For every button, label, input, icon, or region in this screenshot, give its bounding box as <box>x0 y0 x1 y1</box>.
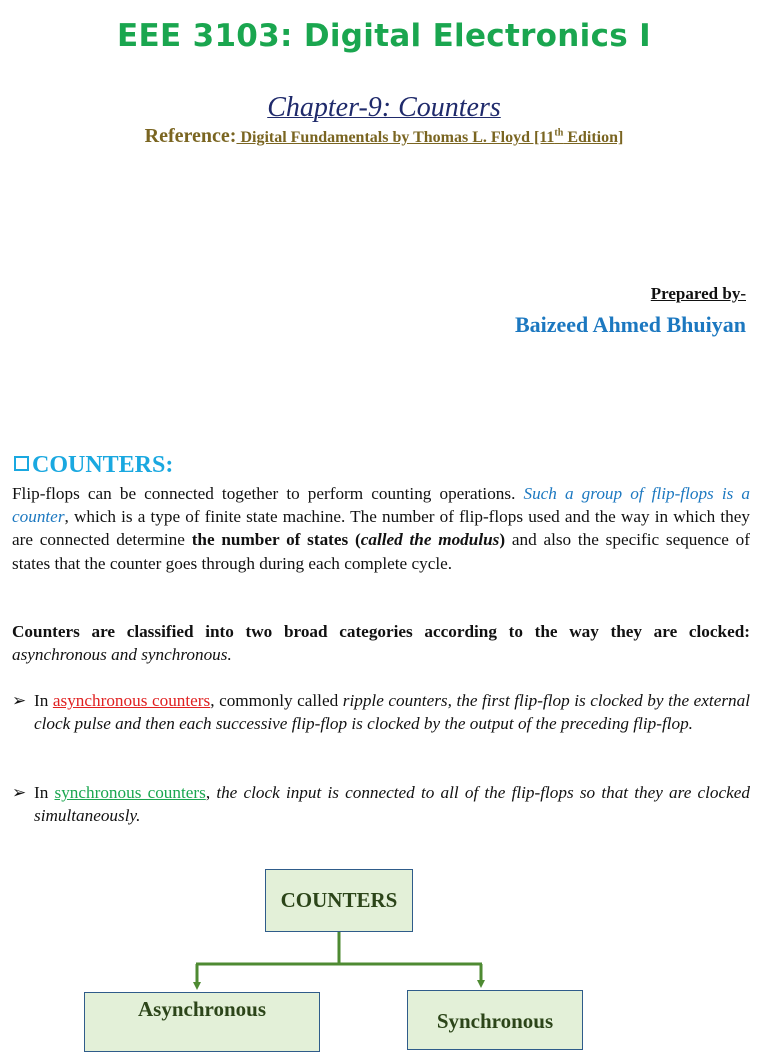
course-title: EEE 3103: Digital Electronics I <box>117 18 651 54</box>
section-heading-text: COUNTERS: <box>32 452 174 478</box>
intro-text-3: and also the specific sequence of states that the counter goes through during each complete cycle. <box>12 530 750 573</box>
bullet-text-3: the clock input is connected to all of the flip-flops so that they are clocked simultaneously. <box>34 783 750 826</box>
diagram-node-synchronous: Synchronous <box>407 990 583 1050</box>
author-name: Baizeed Ahmed Bhuiyan <box>514 312 746 337</box>
bullet-text-3: ripple counters, the first flip-flop is clocked by the external clock pulse and then each successive flip-flop is clocked by the output of the preceding flip-flop. <box>34 691 750 734</box>
bullet-text-2: , commonly called <box>210 691 343 710</box>
intro-counter-definition: Such a group of flip-flops is a counter <box>12 484 750 527</box>
intro-text-2: , which is a type of finite state machine. The number of flip-flops used and the way in which they are connected determine <box>12 507 750 550</box>
intro-close-paren: ) <box>499 530 506 550</box>
section-heading <box>14 452 173 479</box>
intro-paragraph <box>12 482 750 575</box>
bullet-text-2: , <box>205 783 217 802</box>
diagram-node-counters: COUNTERS <box>265 869 413 932</box>
bullet-text-1: In <box>34 691 53 710</box>
intro-text-1: Flip-flops can be connected together to perform counting operations. <box>12 484 524 503</box>
reference-label: Reference: <box>144 125 237 147</box>
reference-text-main: Digital Fundamentals by Thomas L. Floyd [11 <box>236 129 555 146</box>
reference-text-end: Edition] <box>563 129 624 146</box>
checkbox-bullet-icon <box>14 456 29 471</box>
arrow-bullet-icon: ➢ <box>12 783 27 802</box>
prepared-by-label: Prepared by- <box>650 284 746 303</box>
list-item-asynchronous <box>12 689 750 735</box>
chapter-title: Chapter-9: Counters <box>267 92 501 123</box>
reference-edition-superscript: th <box>554 127 564 139</box>
classification-types: asynchronous and synchronous. <box>12 645 232 665</box>
list-item-synchronous <box>12 781 750 827</box>
classification-text: Counters are classified into two broad categories according to the way they are clocked: <box>12 622 750 641</box>
synchronous-counters-term: synchronous counters <box>54 783 206 802</box>
asynchronous-counters-term: asynchronous counters <box>52 691 211 710</box>
reference-text <box>236 129 623 146</box>
bullet-text-1: In <box>34 783 55 802</box>
intro-number-of-states: the number of states ( <box>191 530 361 550</box>
reference-line <box>0 125 768 148</box>
classification-paragraph <box>12 620 750 666</box>
intro-modulus: called the modulus <box>360 530 500 550</box>
arrow-bullet-icon: ➢ <box>12 691 27 710</box>
diagram-node-asynchronous: Asynchronous <box>84 992 320 1052</box>
